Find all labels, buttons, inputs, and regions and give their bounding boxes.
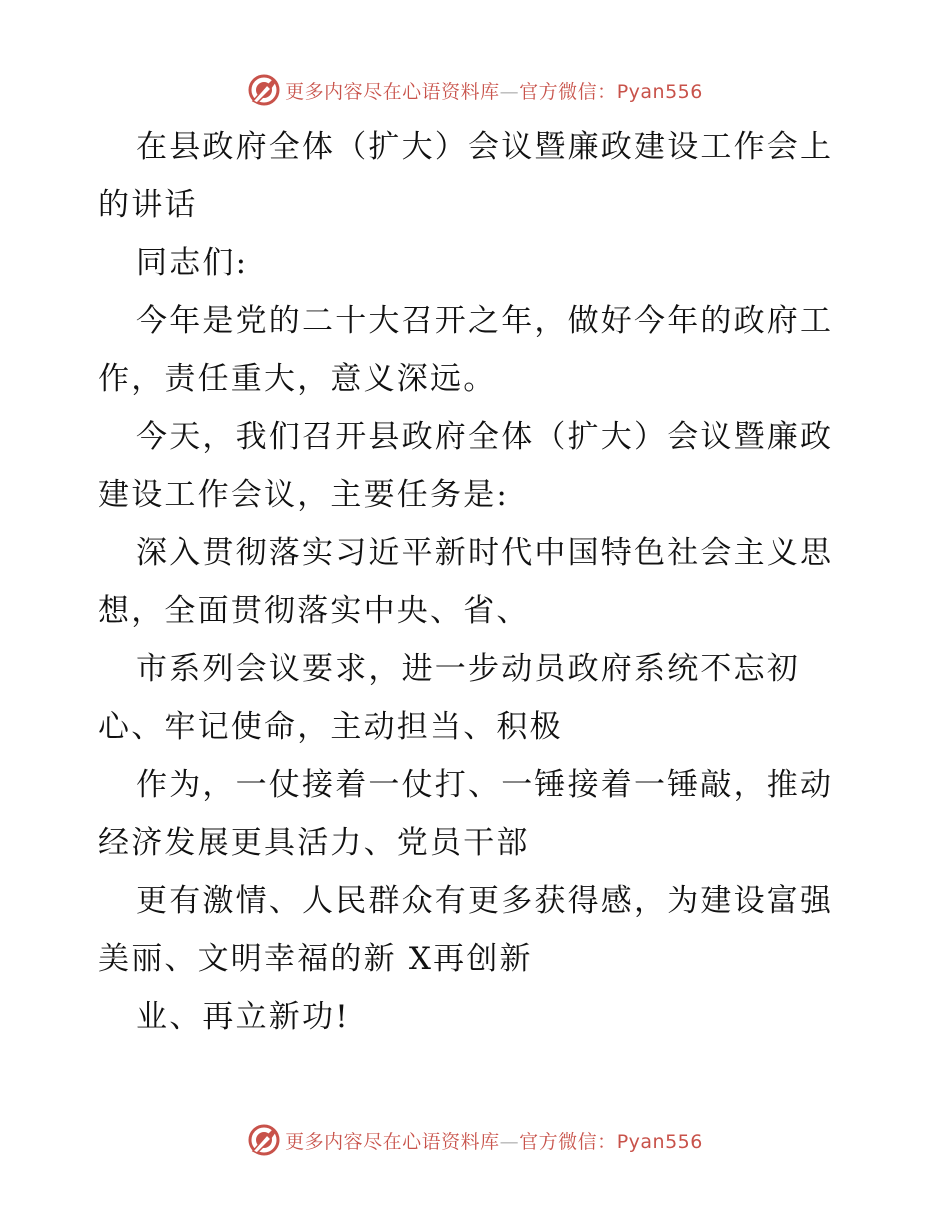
document-body [98,118,858,1046]
title-line-1: 在县政府全体（扩大）会议暨廉政建设工作会上 [136,129,834,165]
watermark-separator: — [499,1130,520,1153]
watermark-label: 官方微信： [519,80,617,103]
paragraph-line: 更有激情、人民群众有更多获得感，为建设富强 [136,883,834,919]
paragraph-line: 深入贯彻落实习近平新时代中国特色社会主义思 [136,535,834,571]
pen-logo-icon [247,1123,281,1157]
watermark-text [285,1127,703,1154]
watermark-separator: — [499,80,520,103]
title-line-2: 的讲话 [98,187,198,223]
paragraph-line: 今天，我们召开县政府全体（扩大）会议暨廉政 [136,419,834,455]
header-watermark [0,70,950,110]
watermark-handle: Pyan556 [616,80,703,103]
watermark-brand: 更多内容尽在心语资料库 [285,1130,500,1153]
watermark-text [285,77,703,104]
paragraph-line: 作为，一仗接着一仗打、一锤接着一锤敲，推动 [136,767,834,803]
pen-logo-icon [247,73,281,107]
watermark-handle: Pyan556 [616,1130,703,1153]
paragraph-line: 心、牢记使命，主动担当、积极 [98,709,563,745]
paragraph-line: 经济发展更具活力、党员干部 [98,825,530,861]
watermark-label: 官方微信： [519,1130,617,1153]
paragraph-line: 市系列会议要求，进一步动员政府系统不忘初 [136,651,800,687]
salutation: 同志们: [136,245,249,281]
watermark-brand: 更多内容尽在心语资料库 [285,80,500,103]
paragraph-line: 作，责任重大，意义深远。 [98,361,497,397]
paragraph-line: 今年是党的二十大召开之年，做好今年的政府工 [136,303,834,339]
paragraph-line: 建设工作会议，主要任务是: [98,477,510,513]
paragraph-line: 想，全面贯彻落实中央、省、 [98,593,530,629]
footer-watermark [0,1120,950,1160]
paragraph-line: 业、再立新功! [136,999,350,1035]
paragraph-line: 美丽、文明幸福的新 X再创新 [98,941,533,977]
